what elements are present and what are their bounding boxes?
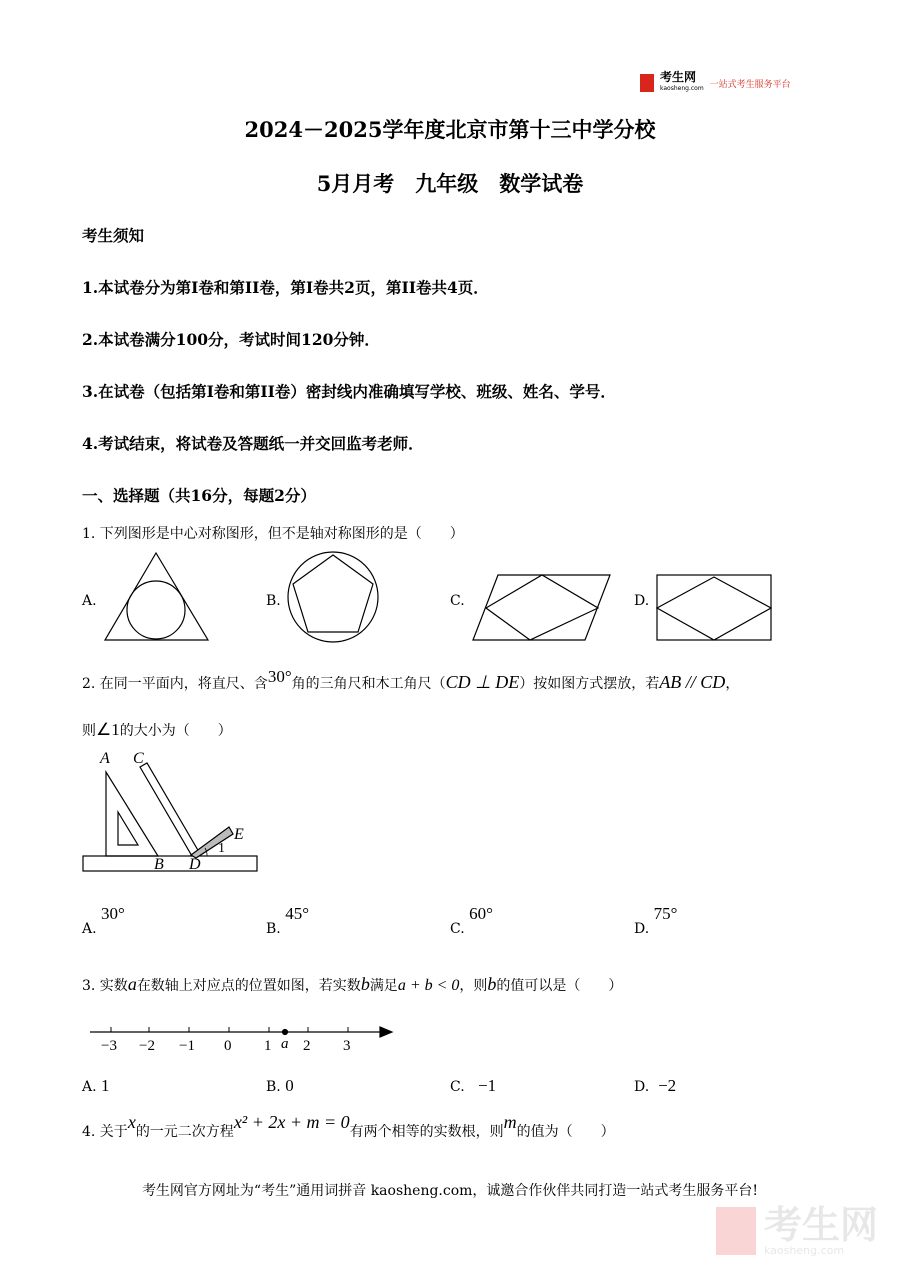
q1-option-a: A. [82,593,97,609]
q2-math-perp: CD ⊥ DE [445,672,520,692]
label-c: C [133,750,144,767]
tick-label: −2 [139,1038,155,1054]
q1-option-d: D. [634,593,650,609]
logo-name: 考生网 [660,70,697,84]
q4-equation: x² + 2x + m = 0 [233,1112,350,1132]
tick-label: 1 [264,1038,272,1054]
label-d: D [189,856,201,873]
q2-degree: 30° [267,667,292,686]
q1-figure-c [473,575,610,640]
label-b: B [154,856,164,873]
logo-slogan: 一站式考生服务平台 [709,79,791,90]
q2-option-a: A. 30° [82,904,125,937]
tick-label: −3 [101,1038,117,1054]
watermark-logo-icon [716,1207,756,1255]
notice-heading: 考生须知 [82,226,145,245]
title-line-2: 5月月考 九年级 数学试卷 [316,171,584,196]
q1-figure-a [105,553,208,640]
watermark: 考生网 kaosheng.com [716,1205,878,1257]
logo-domain: kaosheng.com [660,85,704,92]
q1-stem: 1. 下列图形是中心对称图形，但不是轴对称图形的是（ ） [82,526,464,542]
label-angle-1: 1 [218,841,225,856]
notice-item: 1.本试卷分为第I卷和第II卷，第I卷共2页，第II卷共4页． [82,278,489,297]
q3-inequality: a + b < 0 [397,977,460,994]
q2-stem-line1: 2. 在同一平面内，将直尺、含30°角的三角尺和木工角尺（CD ⊥ DE）按如图方式摆放，若AB // CD， [82,667,740,692]
notice-item: 2.本试卷满分100分，考试时间120分钟． [82,330,380,349]
q1-option-b: B. [266,593,281,609]
q2-angle: ∠1 [96,720,120,739]
q1-option-c: C. [450,593,465,609]
label-a: A [100,750,110,767]
notice-item: 4.考试结束，将试卷及答题纸一并交回监考老师． [82,434,424,453]
label-e: E [234,826,244,843]
q2-math-parallel: AB // CD [659,672,726,692]
q2-option-d: D. 75° [634,904,678,937]
tick-label: 2 [303,1038,311,1054]
q3-option-a: A. 1 [82,1076,110,1095]
footer-text: 考生网官方网址为“考生”通用词拼音 kaosheng.com，诚邀合作伙伴共同打造一站式考生服务平台! [141,1183,759,1199]
point-a-label: a [281,1036,289,1052]
q3-stem: 3. 实数a在数轴上对应点的位置如图，若实数b满足a + b < 0，则b的值可以是（ ） [82,974,623,994]
title-line-1: 2024－2025学年度北京市第十三中学分校 [244,117,656,142]
q1-figure-d [657,575,771,640]
q4-stem: 4. 关于x的一元二次方程x² + 2x + m = 0有两个相等的实数根，则m的值为（ ） [82,1112,615,1140]
q2-option-b: B. 45° [266,904,310,937]
q2-stem-line2: 则∠1的大小为（ ） [82,720,232,739]
q2-figure [83,763,257,871]
tick-label: 3 [343,1038,351,1054]
q2-option-c: C. 60° [450,904,493,937]
tick-label: −1 [179,1038,195,1054]
q3-option-d: D. −2 [634,1076,677,1095]
q3-number-line [90,1027,392,1037]
q1-figure-b [288,552,378,642]
q3-option-c: C. −1 [450,1076,497,1095]
notice-item: 3.在试卷（包括第I卷和第II卷）密封线内准确填写学校、班级、姓名、学号． [82,382,616,401]
section-heading: 一、选择题（共16分，每题2分） [82,486,316,505]
tick-label: 0 [224,1038,232,1054]
q3-option-b: B. 0 [266,1076,294,1095]
